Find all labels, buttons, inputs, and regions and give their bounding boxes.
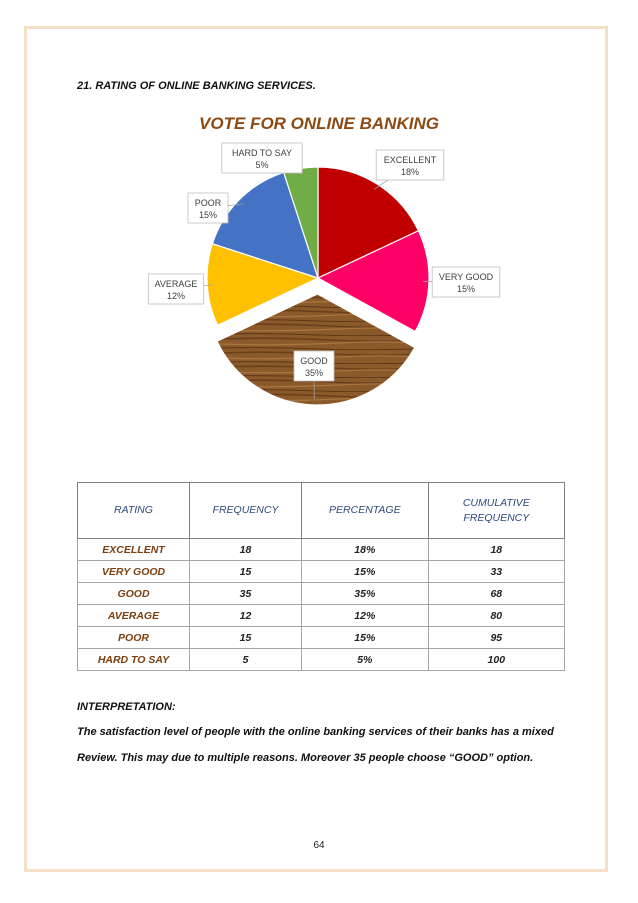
col-header: FREQUENCY <box>190 483 302 539</box>
table-cell: 15 <box>190 561 302 583</box>
page-number: 64 <box>313 840 325 851</box>
table-row <box>78 539 565 561</box>
table-cell: EXCELLENT <box>78 539 190 561</box>
table-cell: 12 <box>190 605 302 627</box>
table-cell: 35 <box>190 583 302 605</box>
table-header-row <box>78 483 565 539</box>
interpretation-text: The satisfaction level of people with the online banking services of their banks has a mixed <box>77 726 554 738</box>
table-cell: AVERAGE <box>78 605 190 627</box>
table-cell: 5% <box>302 649 429 671</box>
table-cell: 100 <box>428 649 564 671</box>
chart-title: VOTE FOR ONLINE BANKING <box>199 114 439 133</box>
table-cell: 95 <box>428 627 564 649</box>
section-heading: 21. RATING OF ONLINE BANKING SERVICES. <box>77 80 316 92</box>
label-category: GOOD <box>300 356 328 366</box>
rating-table <box>77 482 565 671</box>
label-category: AVERAGE <box>154 279 198 289</box>
table-cell: HARD TO SAY <box>78 649 190 671</box>
table-cell: 15 <box>190 627 302 649</box>
label-category: HARD TO SAY <box>231 148 293 158</box>
table-row <box>78 605 565 627</box>
table-cell: 15% <box>302 561 429 583</box>
table-row <box>78 561 565 583</box>
col-header: CUMULATIVE FREQUENCY <box>428 483 564 539</box>
interpretation-text: Review. This may due to multiple reasons. Moreover 35 people choose “GOOD” option. <box>77 752 534 764</box>
label-percent: 5% <box>255 160 269 170</box>
table-cell: POOR <box>78 627 190 649</box>
table-cell: 5 <box>190 649 302 671</box>
label-percent: 35% <box>304 368 324 378</box>
label-percent: 18% <box>400 167 420 177</box>
table-cell: 18 <box>190 539 302 561</box>
interpretation-heading: INTERPRETATION: <box>77 701 176 713</box>
data-label <box>149 274 214 304</box>
table-cell: 18% <box>302 539 429 561</box>
data-label <box>423 267 500 297</box>
label-category: POOR <box>194 198 222 208</box>
table-cell: 68 <box>428 583 564 605</box>
data-label <box>222 143 302 174</box>
table-row <box>78 649 565 671</box>
data-label <box>374 150 444 189</box>
table-row <box>78 627 565 649</box>
table-cell: GOOD <box>78 583 190 605</box>
label-percent: 15% <box>198 210 218 220</box>
table-cell: 80 <box>428 605 564 627</box>
table-cell: 18 <box>428 539 564 561</box>
label-percent: 12% <box>166 291 186 301</box>
col-header: RATING <box>78 483 190 539</box>
table-cell: 35% <box>302 583 429 605</box>
table-cell: VERY GOOD <box>78 561 190 583</box>
col-header: PERCENTAGE <box>302 483 429 539</box>
table-cell: 33 <box>428 561 564 583</box>
label-percent: 15% <box>456 284 476 294</box>
table-cell: 12% <box>302 605 429 627</box>
label-category: EXCELLENT <box>383 155 437 165</box>
label-category: VERY GOOD <box>438 272 494 282</box>
table-cell: 15% <box>302 627 429 649</box>
table-row <box>78 583 565 605</box>
